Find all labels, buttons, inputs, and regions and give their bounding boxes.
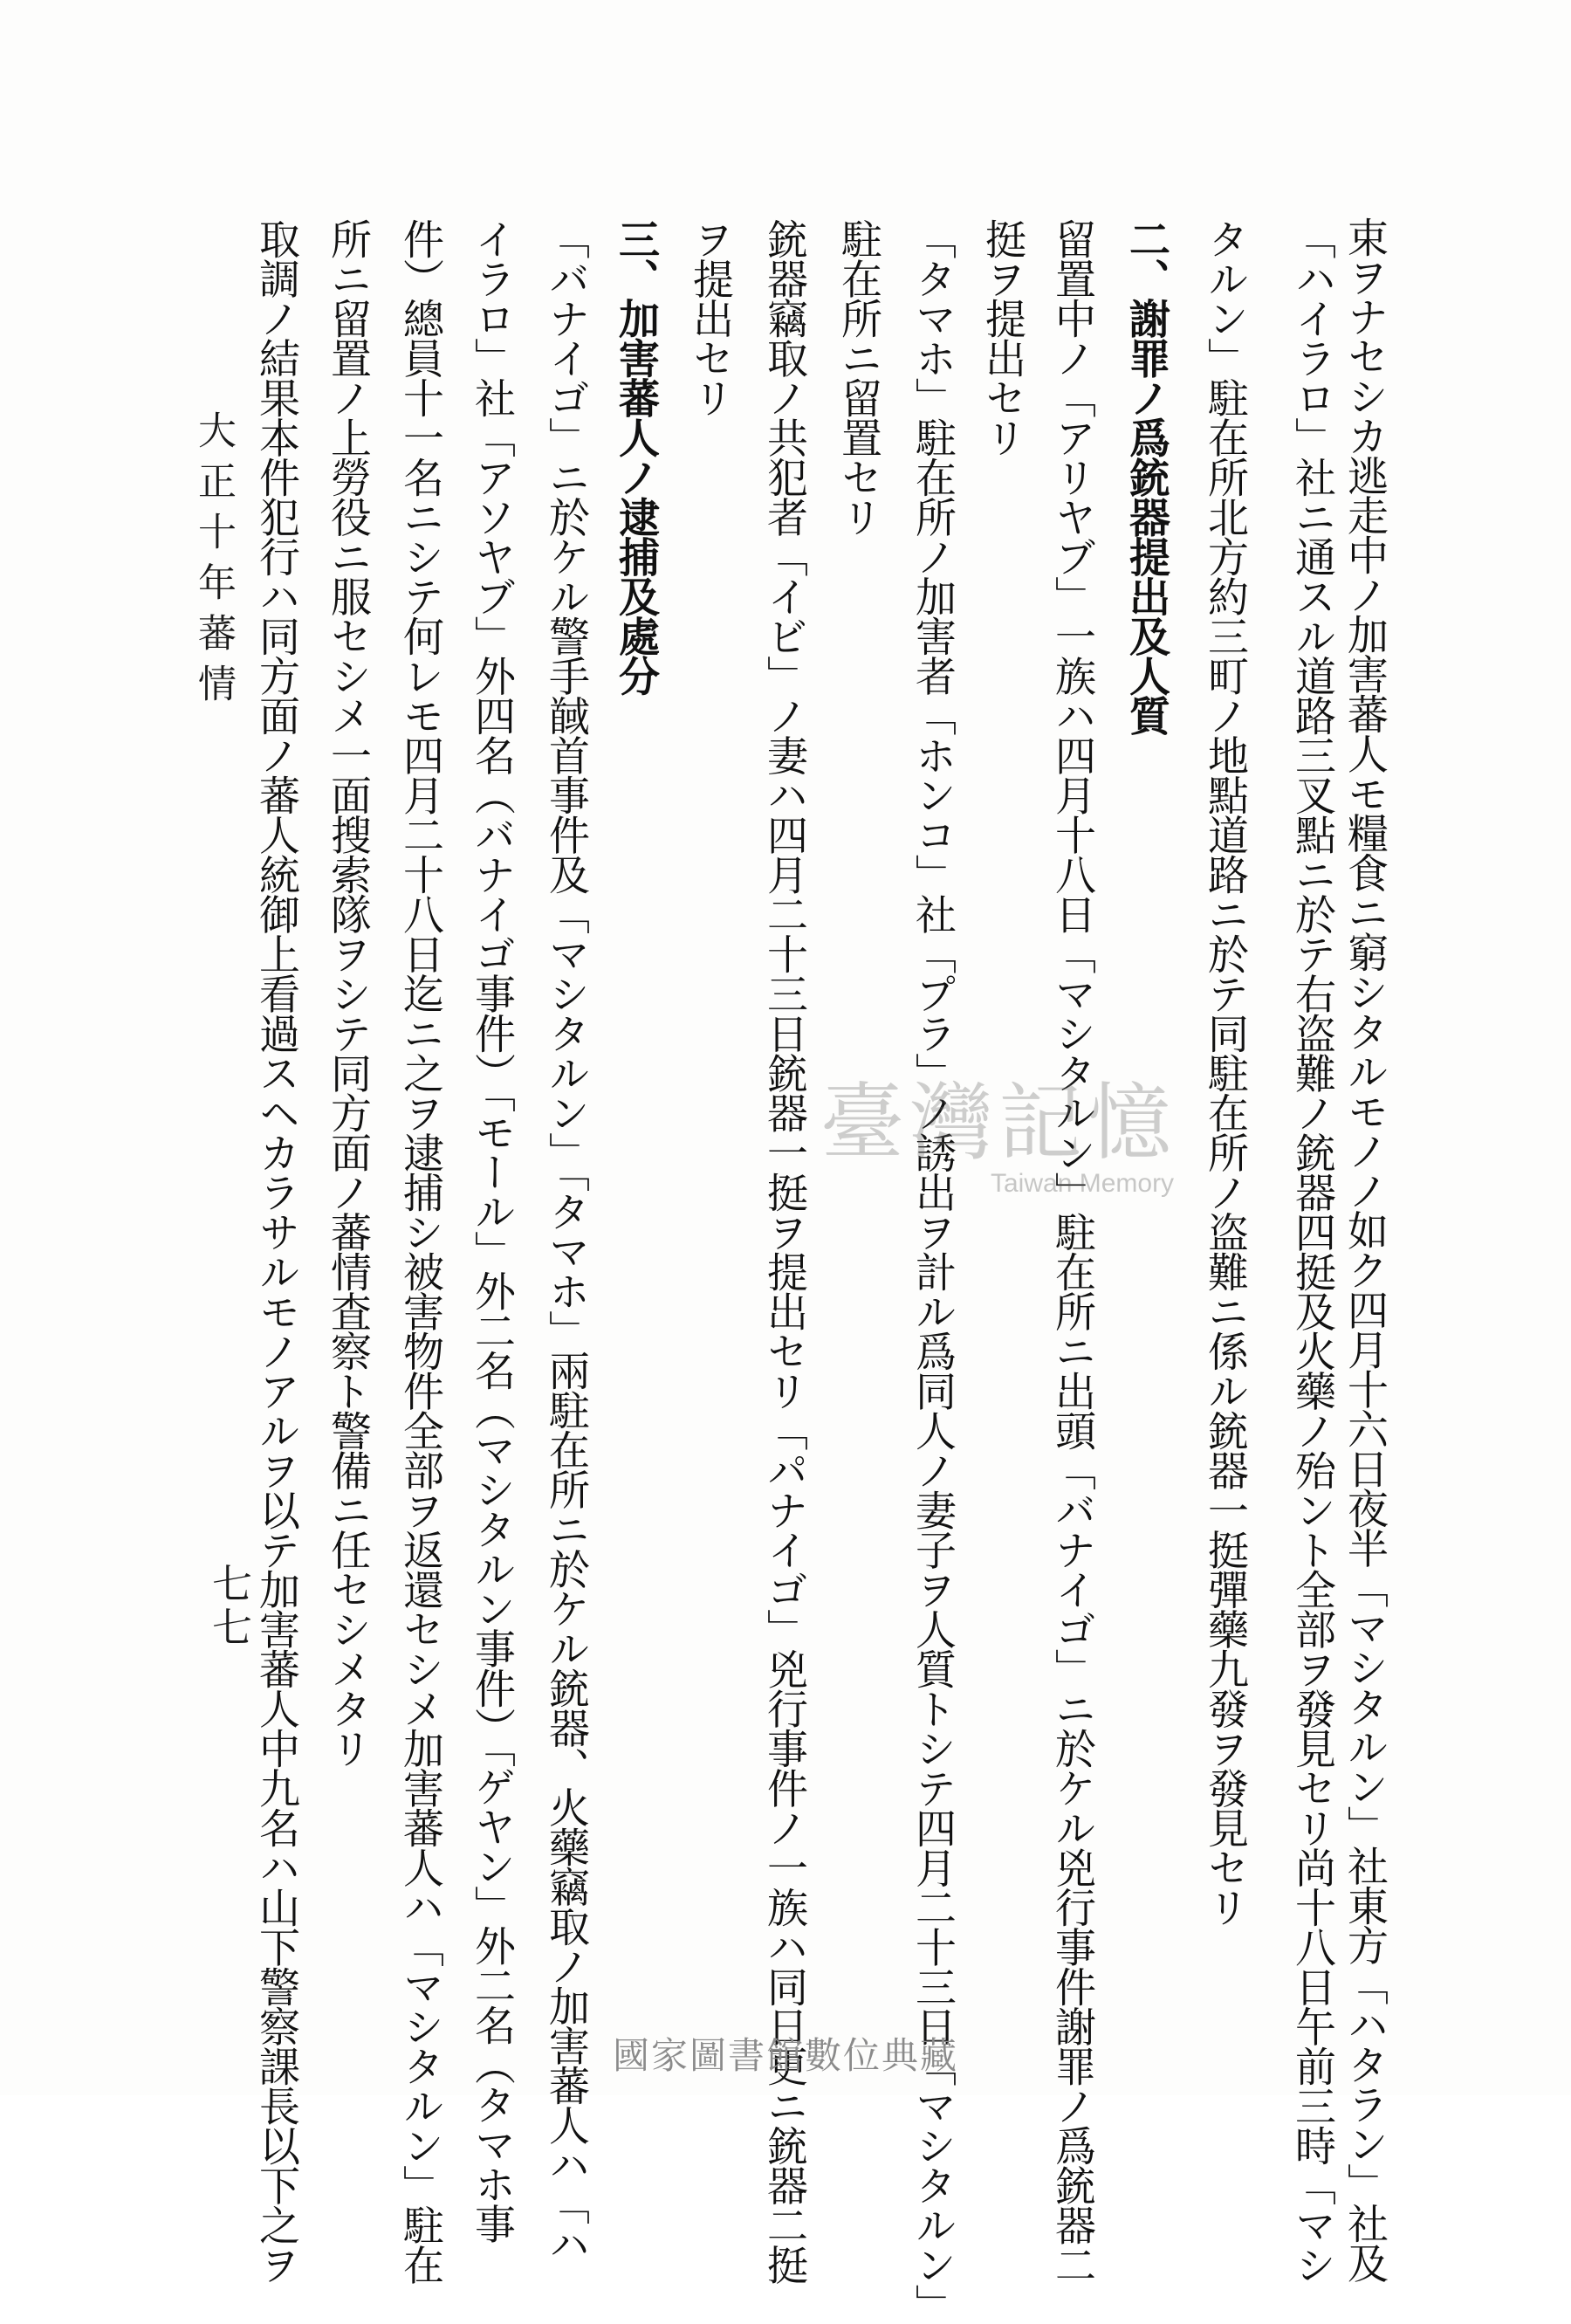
text-column-16: 取調ノ結果本件犯行ハ同方面ノ蕃人統御上看過スヘカラサルモノアルヲ以テ加害蕃人中九名ハ山下警察課長以下之ヲ (252, 218, 300, 2284)
text-column-13: イラロ」社「アソヤブ」外四名（バナイゴ事件）「モール」外二名（マシタルン事件）「ゲヤン」外二名（タマホ事 (468, 218, 516, 2243)
text-column-14: 件）總員十一名ニシテ何レモ四月二十八日迄ニ之ヲ逮捕シ被害物件全部ヲ返還セシメ加害蕃人ハ「マシタルン」駐在 (396, 218, 444, 2284)
watermark-logo (820, 1056, 1204, 1196)
running-title: 大正十年蕃情 (191, 410, 236, 714)
text-column-3: タルン」駐在所北方約三町ノ地點道路ニ於テ同駐在所ノ盗難ニ係ル銃器一挺彈藥九發ヲ發見セリ (1201, 218, 1249, 1927)
text-column-8: 駐在所ニ留置セリ (834, 218, 882, 536)
text-column-9: 銃器竊取ノ共犯者「イビ」ノ妻ハ四月二十三日銃器一挺ヲ提出セリ「パナイゴ」兇行事件ノ一族ハ同日更ニ銃器二挺 (760, 218, 808, 2284)
text-column-7: 「タマホ」駐在所ノ加害者「ホンコ」社「プラ」ノ誘出ヲ計ル爲同人ノ妻子ヲ人質トシテ四月二十三日「マシタルン」 (909, 218, 957, 2324)
text-column-6: 挺ヲ提出セリ (978, 218, 1026, 457)
library-credit: 國家圖書館數位典藏 (612, 2034, 958, 2077)
text-column-5: 留置中ノ「アリヤブ」一族ハ四月十八日「マシタルン」駐在所ニ出頭「バナイゴ」ニ於ケル兇行事件謝罪ノ爲銃器二 (1048, 218, 1096, 2284)
text-column-15: 所ニ留置ノ上勞役ニ服セシメ一面搜索隊ヲシテ同方面ノ蕃情査察ト警備ニ任セシメタリ (324, 218, 372, 1768)
text-column-1: 束ヲナセシカ逃走中ノ加害蕃人モ糧食ニ窮シタルモノノ如ク四月十六日夜半「マシタルン」社東方「ハタラン」社及 (1341, 217, 1389, 2282)
watermark-chinese: 臺灣記憶 (820, 1074, 1177, 1172)
text-column-12: 「バナイゴ」ニ於ケル警手馘首事件及「マシタルン」「タマホ」兩駐在所ニ於ケル銃器、火藥竊取ノ加害蕃人ハ「ハ (542, 218, 590, 2264)
text-column-2: 「ハイラロ」社ニ通スル道路三叉點ニ於テ右盗難ノ銃器四挺及火藥ノ殆ント全部ヲ發見セリ尚十八日午前三時「マシ (1288, 218, 1336, 2284)
watermark-english: Taiwan Memory (991, 1169, 1175, 1198)
section-heading-3: 三、加害蕃人ノ逮捕及處分 (612, 218, 660, 695)
section-heading-2: 二、謝罪ノ爲銃器提出及人質 (1122, 218, 1170, 735)
page-number: 七七 (206, 1563, 253, 1650)
text-column-10: ヲ提出セリ (686, 218, 734, 417)
